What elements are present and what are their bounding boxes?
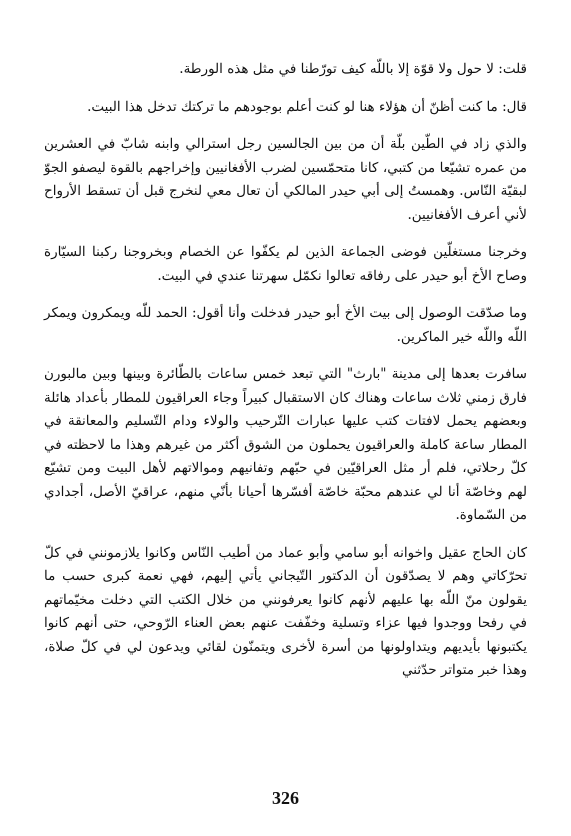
paragraph-5: وما صدّقت الوصول إلى بيت الأخ أبو حيدر فدخلت وأنا أقول: الحمد للّه ويمكرون ويمكر اللّه واللّه خير الماكرين. xyxy=(44,305,527,345)
paragraph-7: كان الحاج عقيل واخوانه أبو سامي وأبو عماد من أطيب النّاس وكانوا يلازمونني في كلّ تحرّكاتي وهم لا يصدّقون أن الدكتور التّيجاني يأتي إليهم، فهي نعمة كبرى حسب ما يقولون منّ اللّه بها عليهم لأنهم كانوا يعرفونني من خلال الكتب التي دخلت مخيّماتهم في رفحا ووجدوا فيها عزاء وتسلية وخفّفت عنهم بعض العناء الرّوحي، حتى أنهم كانوا يكتبونها بأيديهم ويتداولونها من أسرة لأخرى ويتمنّون لقائي ويدعون لي في كلّ صلاة، وهذا خبر متواتر حدّثني xyxy=(44,544,527,678)
paragraph-4: وخرجنا مستغلّين فوضى الجماعة الذين لم يكفّوا عن الخصام وبخروجنا ركبنا السيّارة وصاح الأخ أبو حيدر على رفاقه تعالوا نكمّل سهرتنا عندي في البيت. xyxy=(44,244,527,284)
paragraph-2: قال: ما كنت أظنّ أن هؤلاء هنا لو كنت أعلم بوجودهم ما تركتك تدخل هذا البيت. xyxy=(87,98,527,115)
paragraph-6: سافرت بعدها إلى مدينة "بارث" التي تبعد خمس ساعات بالطّائرة وبينها وبين مالبورن فارق زمني ثلاث ساعات وهناك كان الاستقبال كبيراً وجاء العراقيون للمطار بأعداد هائلة وبعضهم يحمل لافتات كتب عليها عبارات التّرحيب والولاء ودام التّسليم والمعانقة في المطار ساعة كاملة والعراقيون يحملون من الشوق أكثر من غيرهم وهذا ما لاحظته في كلّ رحلاتي، فلم أر مثل العراقيّين في حبّهم وتفانيهم وموالاتهم لأهل البيت ومن تشيّع لهم وخاصّة أنا لي عندهم محبّة خاصّة أفسّرها أحيانا بأنّي منهم، عراقيّ الأصل، أجدادي من السّماوة. xyxy=(44,366,527,523)
page-number: 326 xyxy=(272,788,299,808)
paragraph-1: قلت: لا حول ولا قوّة إلا باللّه كيف تورّطنا في مثل هذه الورطة. xyxy=(179,61,527,77)
paragraph-3: والذي زاد في الطّين بلّة أن من بين الجالسين رجل استرالي وابنه شابّ في العشرين من عمره تشيّعا من كتبي، كانا متحمّسين لضرب الأفغانيين وإخراجهم بالقوة ليصفو الجوّ لبقيّة النّاس. وهمستُ إلى أبي حيدر المالكي أن تعال معي لنخرج قبل أن تسقط الأرواح لأني أعرف الأفغانيين. xyxy=(44,136,527,223)
document-page xyxy=(44,58,527,697)
